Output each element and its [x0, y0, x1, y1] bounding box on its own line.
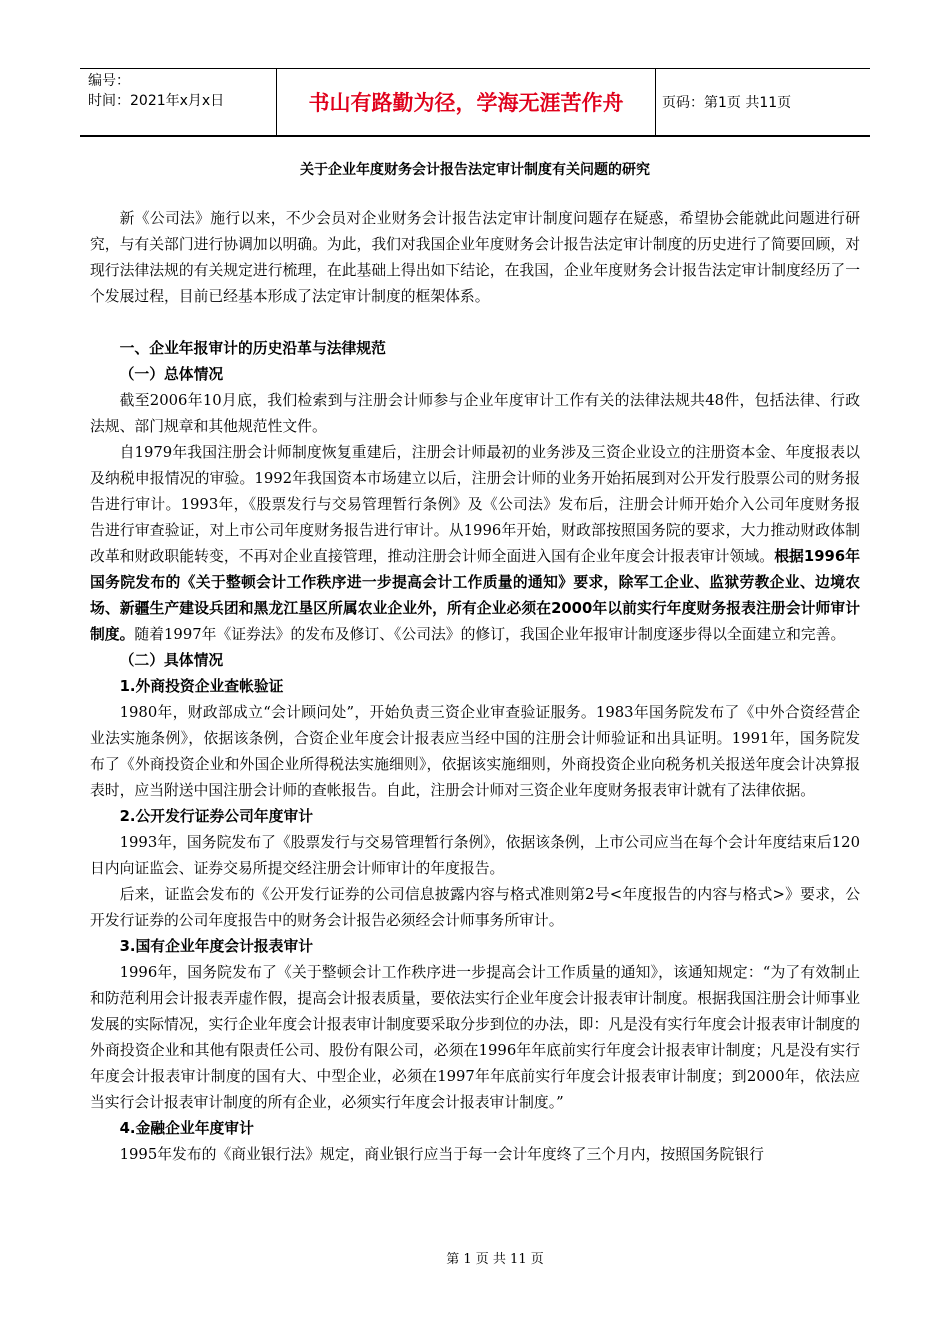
intro-paragraph: 新《公司法》施行以来，不少会员对企业财务会计报告法定审计制度问题存在疑惑，希望协会能就此问题进行研究，与有关部门进行协调加以明确。为此，我们对我国企业年度财务会计报告法定审计制度的历史进行了简要回顾，对现行法律法规的有关规定进行梳理，在此基础上得出如下结论，在我国，企业年度财务会计报告法定审计制度经历了一个发展过程，目前已经基本形成了法定审计制度的框架体系。 — [90, 210, 860, 305]
number-label: 编号： — [88, 73, 130, 89]
bold-text: 根据1996年国务院发布的《关于整顿会计工作秩序进一步提高会计工作质量的通知》要求，除军工企业、监狱劳教企业、边境农场、新疆生产建设兵团和黑龙江垦区所属农业企业外，所有企业必须在2000年以前实行年度财务报表注册会计师审计制度。 — [90, 548, 860, 643]
subsection-heading-overview: （一）总体情况 — [119, 366, 224, 383]
paragraph: 截至2006年10月底，我们检索到与注册会计师参与企业年度审计工作有关的法律法规共48件，包括法律、行政法规、部门规章和其他规范性文件。 — [90, 392, 860, 435]
item-heading: 3.国有企业年度会计报表审计 — [119, 938, 314, 955]
header-meta — [80, 69, 277, 135]
paragraph: 自1979年我国注册会计师制度恢复重建后，注册会计师最初的业务涉及三资企业设立的注册资本金、年度报表以及纳税申报情况的审验。1992年我国资本市场建立以后，注册会计师的业务开始拓展到对公开发行股票公司的财务报告进行审计。1993年，《股票发行与交易管理暂行条例》及《公司法》发布后，注册会计师开始介入公司年度财务报告进行审查验证，对上市公司年度财务报告进行审计。从1996年开始，财政部按照国务院的要求，大力推动财政体制改革和财政职能转变，不再对企业直接管理，推动注册会计师全面进入国有企业年度会计报表审计领域。根据1996年国务院发布的《关于整顿会计工作秩序进一步提高会计工作质量的通知》要求，除军工企业、监狱劳教企业、边境农场、新疆生产建设兵团和黑龙江垦区所属农业企业外，所有企业必须在2000年以前实行年度财务报表注册会计师审计制度。随着1997年《证券法》的发布及修订、《公司法》的修订，我国企业年报审计制度逐步得以全面建立和完善。 — [90, 444, 860, 643]
paragraph: 1993年，国务院发布了《股票发行与交易管理暂行条例》，依据该条例，上市公司应当在每个会计年度结束后120日内向证监会、证券交易所提交经注册会计师审计的年度报告。 — [90, 834, 860, 877]
subsection-heading-details: （二）具体情况 — [119, 652, 224, 669]
page-header — [80, 68, 870, 137]
document-body — [90, 206, 860, 1168]
header-motto: 书山有路勤为径，学海无涯苦作舟 — [277, 69, 656, 135]
paragraph: 1995年发布的《商业银行法》规定，商业银行应当于每一会计年度终了三个月内，按照国务院银行 — [119, 1146, 764, 1163]
document-title: 关于企业年度财务会计报告法定审计制度有关问题的研究 — [300, 162, 650, 178]
section-heading: 一、企业年报审计的历史沿革与法律规范 — [119, 340, 386, 357]
paragraph: 1980年，财政部成立“会计顾问处”，开始负责三资企业审查验证服务。1983年国务院发布了《中外合资经营企业法实施条例》，依据该条例，合资企业年度会计报表应当经中国的注册会计师验证和出具证明。1991年，国务院发布了《外商投资企业和外国企业所得税法实施细则》，依据该实施细则，外商投资企业向税务机关报送年度会计决算报表时，应当附送中国注册会计师的查帐报告。自此，注册会计师对三资企业年度财务报表审计就有了法律依据。 — [90, 704, 860, 799]
item-heading: 4.金融企业年度审计 — [119, 1120, 254, 1137]
page-footer: 第 1 页 共 11 页 — [446, 1252, 544, 1267]
header-page-info: 页码：第1页 共11页 — [662, 95, 792, 111]
paragraph: 后来，证监会发布的《公开发行证券的公司信息披露内容与格式准则第2号<年度报告的内容与格式>》要求，公开发行证券的公司年度报告中的财务会计报告必须经会计师事务所审计。 — [90, 886, 860, 929]
date-label: 时间：2021年x月x日 — [88, 93, 225, 109]
item-heading: 2.公开发行证券公司年度审计 — [119, 808, 314, 825]
paragraph: 1996年，国务院发布了《关于整顿会计工作秩序进一步提高会计工作质量的通知》，该通知规定：“为了有效制止和防范利用会计报表弄虚作假，提高会计报表质量，要依法实行企业年度会计报表审计制度。根据我国注册会计师事业发展的实际情况，实行企业年度会计报表审计制度要采取分步到位的办法，即：凡是没有实行年度会计报表审计制度的外商投资企业和其他有限责任公司、股份有限公司，必须在1996年年底前实行年度会计报表审计制度；凡是没有实行年度会计报表审计制度的国有大、中型企业，必须在1997年年底前实行年度会计报表审计制度；到2000年，依法应当实行会计报表审计制度的所有企业，必须实行年度会计报表审计制度。” — [90, 964, 860, 1111]
item-heading: 1.外商投资企业查帐验证 — [119, 678, 284, 695]
